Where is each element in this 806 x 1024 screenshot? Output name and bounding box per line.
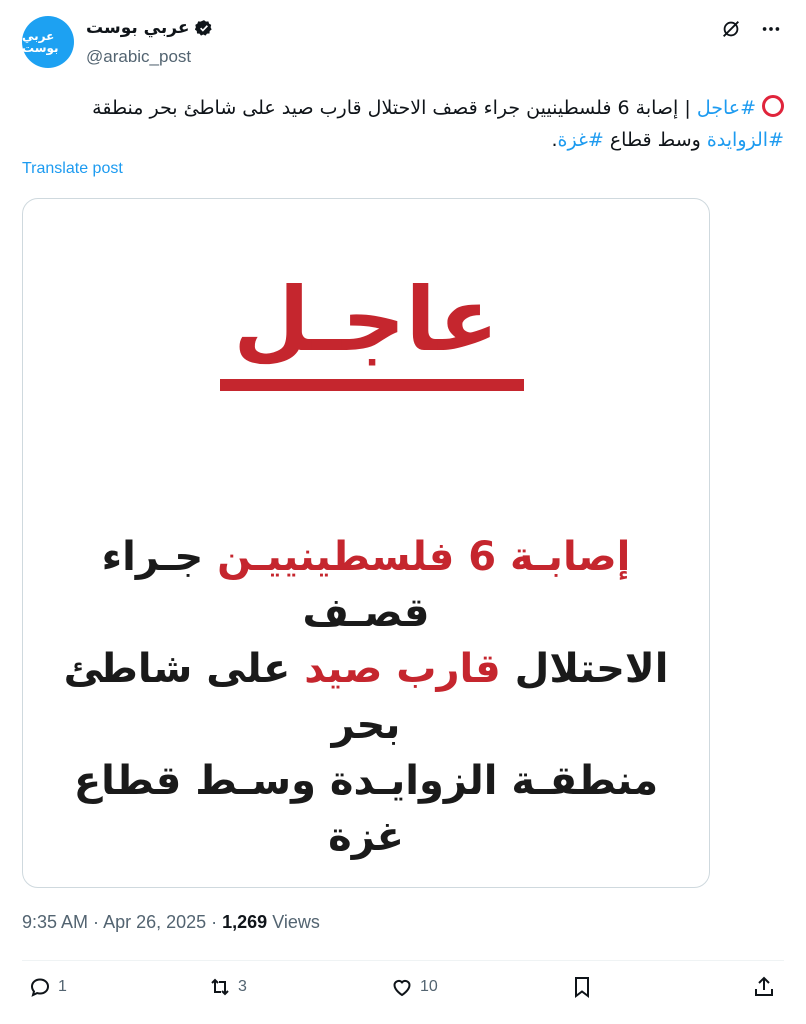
red-circle-icon [762, 95, 784, 117]
repost-button[interactable] [208, 975, 247, 999]
post-meta [22, 912, 320, 933]
headline-red-text: قارب صيد [304, 646, 501, 692]
post-date[interactable]: Apr 26, 2025 [103, 912, 207, 932]
like-icon [390, 975, 414, 999]
like-count: 10 [420, 978, 438, 995]
reply-count: 1 [58, 978, 67, 995]
headline-text: جـراء قصـف [101, 534, 430, 636]
bookmark-icon [570, 975, 594, 999]
verified-badge-icon [195, 19, 213, 37]
post-text-part: | إصابة 6 فلسطينيين جراء قصف الاحتلال قارب صيد على شاطئ بحر منطقة [92, 97, 697, 119]
action-bar [22, 975, 784, 1011]
reply-button[interactable] [28, 975, 67, 999]
headline-text: الاحتلال [514, 646, 669, 692]
hashtag-zawayda[interactable]: #الزوايدة [706, 129, 784, 151]
breaking-title: عاجـل [233, 268, 499, 371]
views-count: 1,269 [222, 912, 268, 932]
name-row [86, 18, 213, 38]
header-actions [718, 16, 784, 42]
share-icon [752, 975, 776, 999]
like-button[interactable] [390, 975, 438, 999]
repost-count: 3 [238, 978, 247, 995]
hashtag-breaking[interactable]: #عاجل [696, 97, 756, 119]
headline-line-3: منطقـة الزوايـدة وسـط قطاع غزة [73, 758, 659, 860]
title-underline [220, 379, 524, 391]
headline-red-text: إصابـة 6 فلسطينييـن [217, 534, 631, 580]
share-button[interactable] [752, 975, 776, 999]
display-name[interactable]: عربي بوست [86, 18, 190, 38]
post-text-part: . [551, 129, 558, 151]
headline-line-2 [63, 641, 669, 753]
post-time[interactable]: 9:35 AM [22, 912, 89, 932]
handle[interactable]: @arabic_post [86, 47, 192, 66]
avatar[interactable] [22, 16, 74, 68]
reply-icon [28, 975, 52, 999]
translate-post-link[interactable]: Translate post [22, 160, 123, 177]
post-text-part: وسط قطاع [603, 129, 707, 151]
bookmark-button[interactable] [570, 975, 594, 999]
grok-icon[interactable] [718, 16, 744, 42]
repost-icon [208, 975, 232, 999]
separator: · [88, 912, 104, 932]
hashtag-gaza[interactable]: #غزة [557, 129, 604, 151]
image-headline [63, 529, 669, 865]
headline-text: على شاطئ بحر [63, 646, 401, 748]
separator: · [206, 912, 223, 932]
more-icon[interactable] [758, 16, 784, 42]
avatar-text: عربي بوست [22, 29, 59, 55]
headline-line-1 [63, 529, 669, 641]
post-image[interactable] [22, 198, 710, 888]
views-label: Views [267, 912, 320, 932]
post-header [22, 16, 784, 72]
divider [22, 960, 784, 961]
post-text [22, 92, 784, 156]
